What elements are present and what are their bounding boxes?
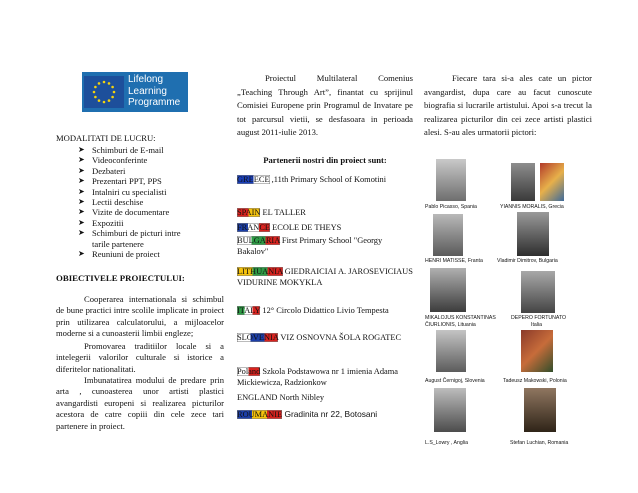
- arrow-bullet-icon: ➤: [78, 186, 85, 196]
- modalitati-list: [78, 145, 224, 259]
- logo-line: Learning: [128, 85, 167, 97]
- project-intro: Proiectul Multilateral Comenius „Teaching Through Art”, finantat cu sprijinul Comisiei Europene prin Programul de Invatare pe tot parcursul vietii, se desfasoara in perioada august 2011-iulie 2013.: [237, 73, 413, 138]
- modalitati-item: [78, 166, 224, 176]
- modalitati-item: [78, 155, 224, 165]
- modalitati-item-text: Lectii deschise: [92, 197, 144, 208]
- painter-caption: Italia: [531, 322, 542, 328]
- modalitati-item-text: Vizite de documentare: [92, 207, 170, 218]
- partner-entry: [237, 332, 413, 343]
- arrow-bullet-icon: ➤: [78, 176, 85, 186]
- partner-school: ECOLE DE THEYS: [270, 223, 342, 232]
- partner-school: First Primary School "Georgy Bakalov": [237, 236, 383, 257]
- modalitati-item: [78, 249, 224, 259]
- partner-country: SPAIN: [237, 208, 261, 217]
- modalitati-item-text: Prezentari PPT, PPS: [92, 176, 162, 187]
- painter-caption: Tadeusz Makowski, Polonia: [503, 378, 567, 384]
- partner-school: Szkola Podstawowa nr 1 imienia Adama Mickiewicza, Radzionkow: [237, 367, 398, 388]
- modalitati-item: [78, 218, 224, 228]
- portrait-makowski: [521, 330, 553, 372]
- arrow-bullet-icon: ➤: [78, 165, 85, 175]
- partner-country: ROUMANIE: [237, 410, 283, 419]
- modalitati-item: [78, 187, 224, 197]
- portrait-luchian: [524, 388, 556, 432]
- modalitati-item-text: Schimburi de E-mail: [92, 145, 164, 155]
- partner-entry: [237, 266, 413, 288]
- portrait-ciurlionis: [430, 268, 466, 312]
- modalitati-item: [78, 207, 224, 217]
- partner-entry: [237, 235, 413, 257]
- logo-text: [128, 74, 180, 109]
- partner-school: EL TALLER: [260, 208, 306, 217]
- lifelong-learning-logo: [82, 72, 188, 112]
- partner-country: BULGARIA: [237, 236, 280, 245]
- modalitati-item: [78, 228, 224, 249]
- objective-paragraph: Cooperarea internationala si schimbul de bune practici intre scolile implicate in proiect prin utilizarea calculatorului, a mijloacelor moderne si a cunoasterii limbii engleze;: [56, 294, 224, 339]
- portrait-moralis: [511, 163, 535, 201]
- partner-country: SLOVENIA: [237, 333, 279, 342]
- objective-paragraph: Promovarea traditiilor locale si a intelegerii valorilor culturale si istorice a diferitelor nationalitati.: [56, 341, 224, 374]
- partner-country: LITHUANIA: [237, 267, 283, 276]
- modalitati-item-text: Dezbateri: [92, 165, 126, 176]
- partner-school: 12° Circolo Didattico Livio Tempesta: [260, 306, 389, 315]
- portrait-matisse: [433, 214, 463, 256]
- partner-country: Poland: [237, 367, 261, 376]
- portrait-cernigoj: [436, 330, 466, 372]
- partner-entry: [237, 305, 413, 316]
- partner-school: VIZ OSNOVNA ŠOLA ROGATEC: [278, 333, 402, 342]
- arrow-bullet-icon: ➤: [78, 207, 85, 217]
- partner-entry: [237, 392, 413, 403]
- portrait-picasso: [436, 159, 466, 201]
- painter-caption: Vladimir Dimitrov, Bulgaria: [497, 258, 558, 264]
- portrait-dimitrov: [517, 212, 549, 256]
- modalitati-item: [78, 197, 224, 207]
- modalitati-item-text: Reuniuni de proiect: [92, 249, 160, 260]
- arrow-bullet-icon: ➤: [78, 217, 85, 227]
- arrow-bullet-icon: ➤: [78, 197, 85, 207]
- partner-country: FRANCE: [237, 223, 271, 232]
- portrait-lowry: [434, 388, 466, 432]
- partner-entry: [237, 366, 413, 388]
- modalitati-item-text: Videoconferinte: [92, 155, 148, 166]
- modalitati-title: MODALITATI DE LUCRU:: [56, 133, 156, 143]
- partners-title: Partenerii nostri din proiect sunt:: [263, 155, 387, 165]
- painter-caption: L.S_Lowry , Anglia: [425, 440, 468, 446]
- modalitati-item-text: Schimburi de picturi intre: [92, 228, 181, 239]
- painter-caption: YIANNIS MORALIS, Grecia: [500, 204, 564, 210]
- arrow-bullet-icon: ➤: [78, 228, 85, 238]
- modalitati-item-text: Expozitii: [92, 217, 124, 228]
- partner-entry: [237, 207, 413, 218]
- painter-caption: DEPERO FORTUNATO: [511, 315, 567, 321]
- logo-line: Lifelong: [128, 74, 164, 85]
- partner-country: ENGLAND: [237, 393, 278, 402]
- partner-country: GREECE: [237, 175, 270, 184]
- painter-caption: ČIURLIONIS, Lituania: [425, 322, 476, 328]
- modalitati-item: [78, 176, 224, 186]
- partner-school: ,11th Primary School of Komotini: [269, 175, 387, 184]
- painter-caption: MIKALOJUS KONSTANTINAS: [425, 315, 496, 321]
- painter-caption: August Černigoj, Slovenia: [425, 378, 485, 384]
- partner-entry: [237, 409, 413, 420]
- modalitati-item-text: tarile partenere: [92, 238, 144, 249]
- painter-caption: Pablo Picasso, Spania: [425, 204, 477, 210]
- partner-school: North Nibley: [277, 393, 325, 402]
- partner-entry: [237, 174, 413, 185]
- logo-line: Programme: [128, 97, 181, 108]
- partner-school: GIEDRAICIAI A. JAROSEVICIAUS VIDURINE MOKYKLA: [237, 267, 413, 288]
- painter-caption: Stefan Luchian, Romania: [510, 440, 569, 446]
- modalitati-item-text: Intalniri cu specialisti: [92, 186, 167, 197]
- arrow-bullet-icon: ➤: [78, 155, 85, 165]
- painter-caption: HENRI MATISSE, Franta: [425, 258, 483, 264]
- portrait-depero: [521, 271, 555, 313]
- partner-entry: [237, 222, 413, 233]
- objective-paragraph: Imbunatatirea modului de predare prin arta , cunoasterea unor artisti plastici avangardisti europeni si realizarea picturilor acestora de catre copiii din cele zece tari partenere in proiect.: [56, 375, 224, 431]
- partner-school: Gradinita nr 22, Botosani: [282, 409, 378, 419]
- painting-moralis: [540, 163, 564, 201]
- arrow-bullet-icon: ➤: [78, 249, 85, 259]
- partner-country: ITALY: [237, 306, 261, 315]
- modalitati-item: [78, 145, 224, 155]
- arrow-bullet-icon: ➤: [78, 145, 85, 154]
- objectives-title: OBIECTIVELE PROIECTULUI:: [56, 273, 185, 283]
- painters-intro: Fiecare tara si-a ales cate un pictor avangardist, dupa care au facut cunoscute biografia si lucrarile artistului. Apoi s-a trecut la realizarea picturilor din cei zece artisti plastici alesi. S-au ales urmatorii pictori:: [424, 73, 592, 138]
- eu-stars-icon: [84, 76, 124, 108]
